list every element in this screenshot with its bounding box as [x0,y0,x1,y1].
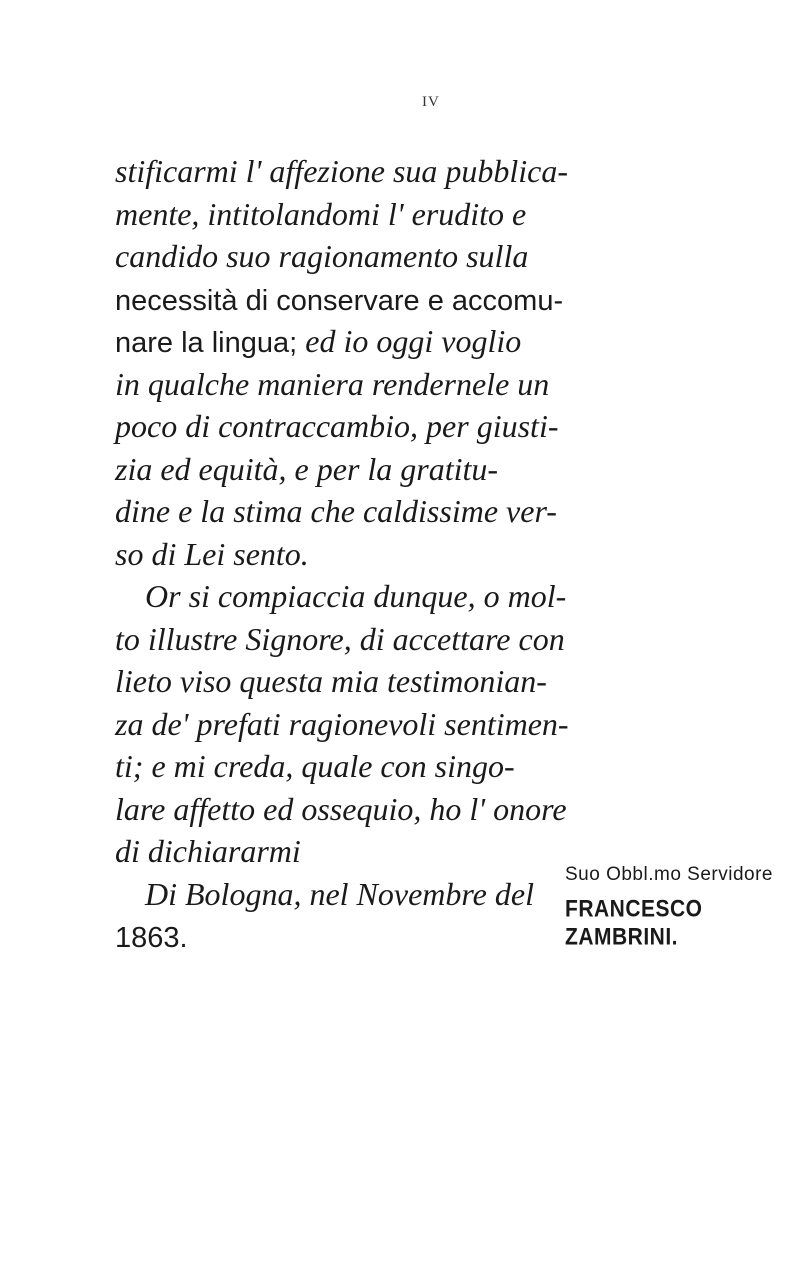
signature-title: Suo Obbl.mo Servidore [565,864,773,885]
text-line [115,363,745,406]
text-segment: Or si compiaccia dunque, o mol- [145,578,567,614]
text-segment: poco di contraccambio, per giusti- [115,408,559,444]
text-line [115,405,745,448]
page-number: IV [422,94,440,110]
text-line [115,150,745,193]
text-segment: lieto viso questa mia testimonian- [115,663,547,699]
text-line [115,448,745,491]
text-line [115,490,745,533]
text-segment: so di Lei sento. [115,535,309,572]
text-segment: 1863. [115,922,188,954]
text-segment: di dichiararmi [115,833,301,869]
text-line [115,533,745,576]
text-segment: necessità di conservare e accomu- [115,284,564,317]
text-segment: Di Bologna, nel Novembre del [145,875,534,912]
text-line [115,278,745,321]
text-segment: in qualche maniera rendernele un [115,365,550,402]
text-line [115,745,745,788]
text-line [115,193,745,236]
text-segment: ed io oggi voglio [305,323,522,359]
text-line [115,660,745,703]
text-line [115,320,745,363]
text-segment: zia ed equità, e per la gratitu- [115,450,499,487]
text-segment: candido suo ragionamento sulla [115,238,529,274]
text-line [115,703,745,746]
text-segment: nare la lingua; [115,327,306,359]
text-line [115,788,745,831]
text-segment: stificarmi l' affezione sua pubblica- [115,153,569,189]
text-segment: za de' prefati ragionevoli sentimen- [115,705,569,742]
text-segment: to illustre Signore, di accettare con [115,620,565,657]
text-segment: dine e la stima che caldissime ver- [115,493,557,529]
text-segment: mente, intitolandomi l' erudito e [115,195,527,232]
body-text [115,150,745,958]
text-line [115,235,745,278]
text-line [115,618,745,661]
text-segment: lare affetto ed ossequio, ho l' onore [115,790,567,827]
text-line [115,575,745,618]
text-segment: ti; e mi creda, quale con singo- [115,748,515,784]
signature-name: FRANCESCO ZAMBRINI. [565,896,703,951]
